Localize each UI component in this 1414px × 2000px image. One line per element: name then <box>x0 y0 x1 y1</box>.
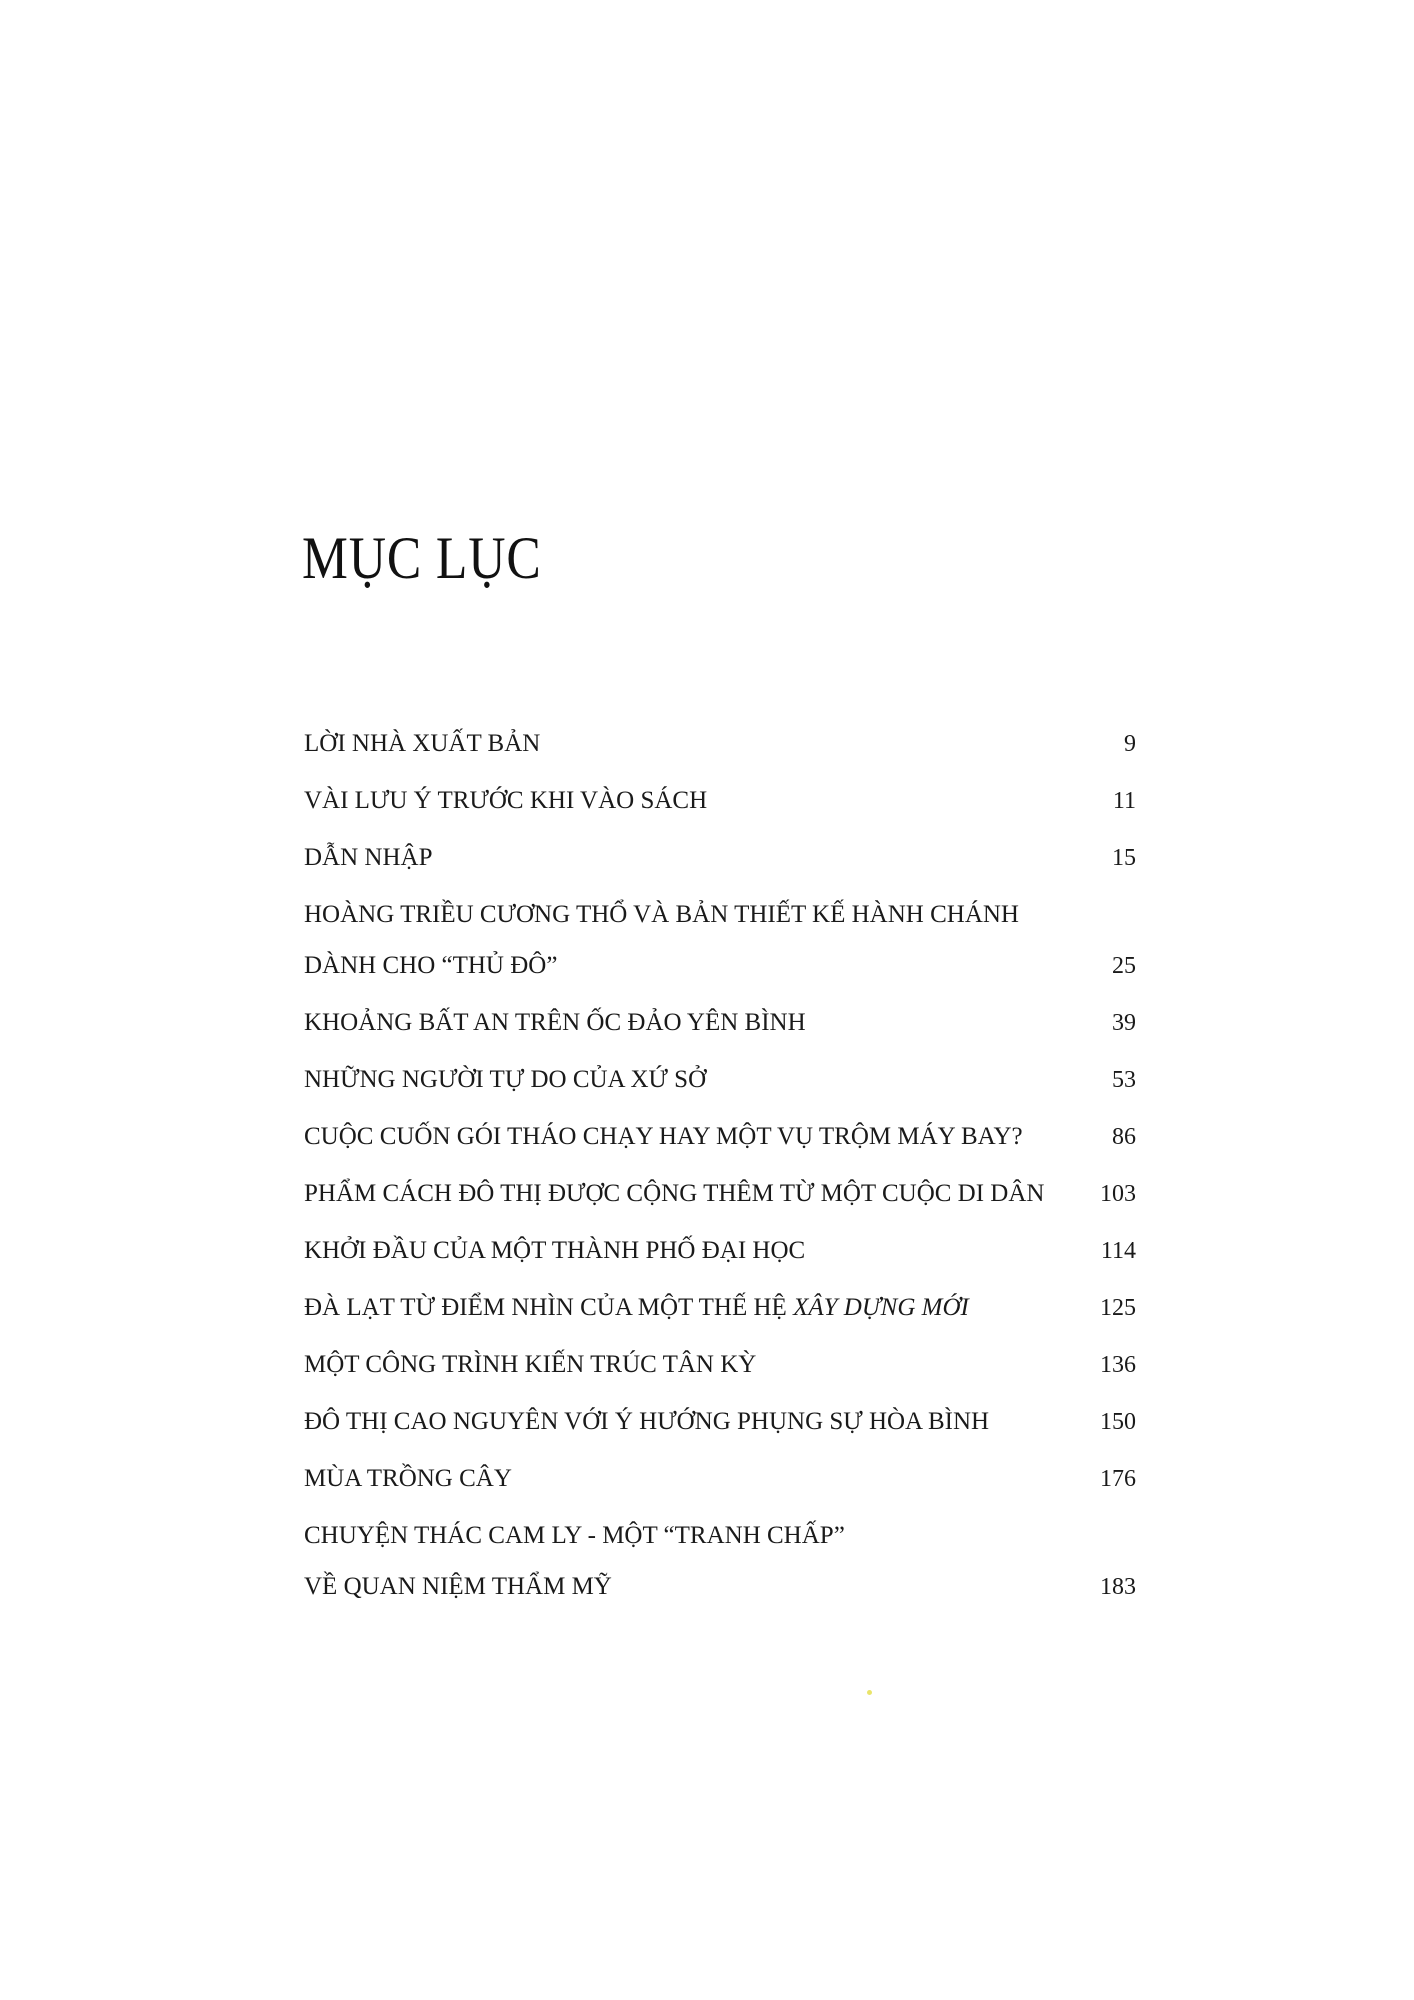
toc-entry-title-line-2: DÀNH CHO “THỦ ĐÔ” <box>304 952 558 979</box>
toc-entry-title <box>304 1521 1044 1602</box>
toc-entry-title <box>304 900 1044 981</box>
toc-entry <box>304 1293 1136 1323</box>
toc-entry-title-line-1: CHUYỆN THÁC CAM LY - MỘT “TRANH CHẤP” <box>304 1522 845 1549</box>
toc-entry <box>304 900 1136 981</box>
toc-entry-title: KHỞI ĐẦU CỦA MỘT THÀNH PHỐ ĐẠI HỌC <box>304 1237 806 1264</box>
toc-entry-title: CUỘC CUỐN GÓI THÁO CHẠY HAY MỘT VỤ TRỘM MÁY BAY? <box>304 1123 1023 1150</box>
toc-page-number: 150 <box>1100 1409 1136 1435</box>
toc-entry-title-line-2: VỀ QUAN NIỆM THẨM MỸ <box>304 1573 612 1600</box>
toc-entry-title: KHOẢNG BẤT AN TRÊN ỐC ĐẢO YÊN BÌNH <box>304 1009 806 1036</box>
toc-page-number: 11 <box>1112 788 1136 814</box>
toc-entry-title: PHẨM CÁCH ĐÔ THỊ ĐƯỢC CỘNG THÊM TỪ MỘT CUỘC DI DÂN <box>304 1180 1045 1207</box>
page-title: MỤC LỤC <box>302 525 542 591</box>
toc-entry-title: LỜI NHÀ XUẤT BẢN <box>304 730 541 757</box>
toc-entry-title: MÙA TRỒNG CÂY <box>304 1465 512 1492</box>
toc-entry <box>304 786 1136 816</box>
toc-page-number: 125 <box>1100 1295 1136 1321</box>
toc-entry <box>304 1521 1136 1602</box>
toc-page-number: 15 <box>1112 845 1136 871</box>
toc-entry-title-italic: XÂY DỰNG MỚI <box>793 1294 969 1321</box>
toc-entry-title: NHỮNG NGƯỜI TỰ DO CỦA XỨ SỞ <box>304 1066 707 1093</box>
toc-entry <box>304 843 1136 873</box>
toc-entry-title: ĐÔ THỊ CAO NGUYÊN VỚI Ý HƯỚNG PHỤNG SỰ HÒA BÌNH <box>304 1408 990 1435</box>
toc-page-number: 183 <box>1100 1574 1136 1600</box>
toc-entry-title-line-1: HOÀNG TRIỀU CƯƠNG THỔ VÀ BẢN THIẾT KẾ HÀNH CHÁNH <box>304 901 1019 928</box>
toc-entry-title: VÀI LƯU Ý TRƯỚC KHI VÀO SÁCH <box>304 787 708 814</box>
toc-entry <box>304 729 1136 759</box>
table-of-contents <box>304 0 1136 2000</box>
toc-entry-title-plain: ĐÀ LẠT TỪ ĐIỂM NHÌN CỦA MỘT THẾ HỆ <box>304 1294 794 1321</box>
toc-page-number: 53 <box>1112 1067 1136 1093</box>
toc-page-number: 25 <box>1112 953 1136 979</box>
toc-entry-title <box>304 1293 1044 1323</box>
toc-entry <box>304 1179 1136 1209</box>
toc-entry <box>304 1008 1136 1038</box>
toc-page-number: 86 <box>1112 1124 1136 1150</box>
toc-entry <box>304 1350 1136 1380</box>
toc-page-number: 114 <box>1100 1238 1136 1264</box>
toc-entry <box>304 1236 1136 1266</box>
toc-entry <box>304 1065 1136 1095</box>
toc-page-number: 176 <box>1100 1466 1136 1492</box>
toc-page-number: 39 <box>1112 1010 1136 1036</box>
toc-entry-title: DẪN NHẬP <box>304 844 433 871</box>
toc-entry-title: MỘT CÔNG TRÌNH KIẾN TRÚC TÂN KỲ <box>304 1351 757 1378</box>
scan-speck <box>867 1690 872 1695</box>
toc-entry <box>304 1122 1136 1152</box>
toc-page-number: 103 <box>1100 1181 1136 1207</box>
toc-page-number: 136 <box>1100 1352 1136 1378</box>
toc-entry <box>304 1407 1136 1437</box>
toc-entry <box>304 1464 1136 1494</box>
toc-page-number: 9 <box>1124 731 1136 757</box>
